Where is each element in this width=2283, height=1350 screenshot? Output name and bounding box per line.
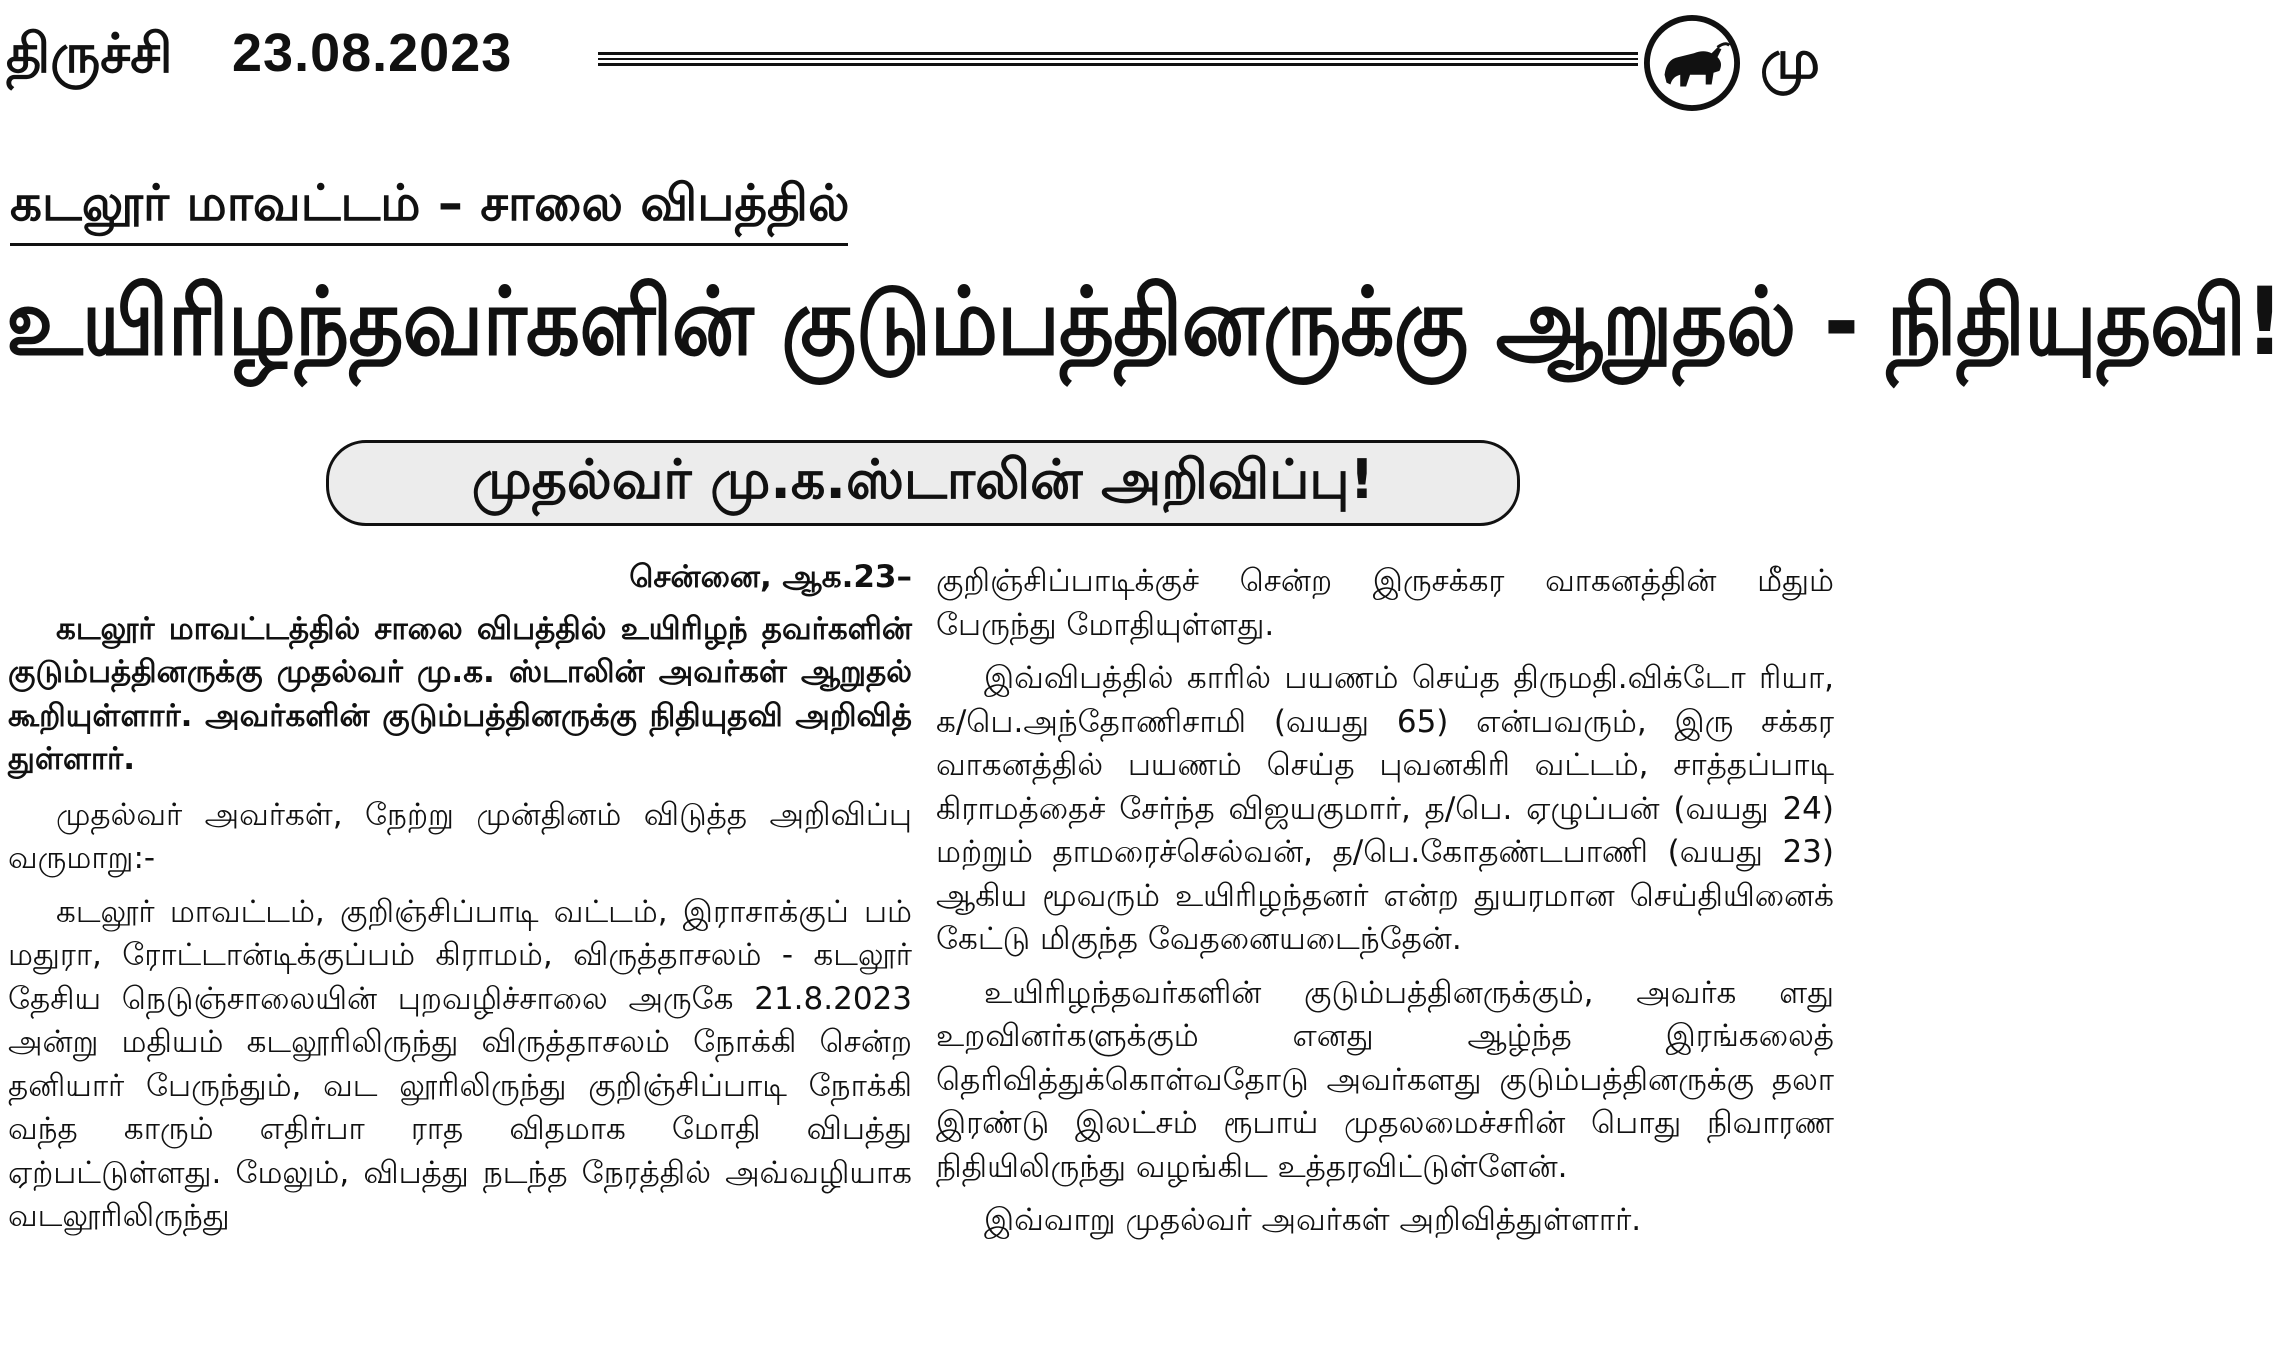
subhead-banner — [326, 440, 1520, 526]
dateline: சென்னை, ஆக.23– — [629, 559, 912, 595]
bull-emblem-icon — [1643, 14, 1741, 112]
edition-date: 23.08.2023 — [232, 23, 513, 83]
article-headline: உயிரிழந்தவர்களின் குடும்பத்தினருக்கு ஆறுதல் - நிதியுதவி! — [6, 268, 2283, 377]
kicker-underline — [10, 243, 848, 246]
article-kicker: கடலூர் மாவட்டம் – சாலை விபத்தில் — [10, 174, 850, 232]
newspaper-name: மு — [1760, 28, 1820, 91]
body-paragraph: உயிரிழந்தவர்களின் குடும்பத்தினருக்கும், அவர்க ளது உறவினர்களுக்கும் எனது ஆழ்ந்த இரங்கலைத் தெரிவித்துக்கொள்வதோடு அவர்களது குடும்பத்தினருக்கு தலா இரண்டு இலட்சம் ரூபாய் முதலமைச்சரின் பொது நிவாரண நிதியிலிருந்து வழங்கிட உத்தரவிட்டுள்ளேன். — [936, 974, 1834, 1185]
body-paragraph: கடலூர் மாவட்டம், குறிஞ்சிப்பாடி வட்டம், இராசாக்குப் பம் மதுரா, ரோட்டான்டிக்குப்பம் கிராமம், விருத்தாசலம் - கடலூர் தேசிய நெடுஞ்சாலையின் புறவழிச்சாலை அருகே 21.8.2023 அன்று மதியம் கடலூரிலிருந்து விருத்தாசலம் நோக்கி சென்ற தனியார் பேருந்தும், வட லூரிலிருந்து குறிஞ்சிப்பாடி நோக்கி வந்த காரும் எதிர்பா ராத விதமாக மோதி விபத்து ஏற்பட்டுள்ளது. மேலும், விபத்து நடந்த நேரத்தில் அவ்வழியாக வடலூரிலிருந்து — [8, 893, 912, 1234]
lead-paragraph: கடலூர் மாவட்டத்தில் சாலை விபத்தில் உயிரிழந் தவர்களின் குடும்பத்தினருக்கு முதல்வர் மு.க. ஸ்டாலின் அவர்கள் ஆறுதல் கூறியுள்ளார். அவர்களின் குடும்பத்தினருக்கு நிதியுதவி அறிவித் துள்ளார். — [8, 610, 912, 777]
body-paragraph-continued: குறிஞ்சிப்பாடிக்குச் சென்ற இருசக்கர வாகனத்தின் மீதும் பேருந்து மோதியுள்ளது. — [936, 563, 1834, 643]
masthead — [0, 0, 1838, 120]
masthead-rule — [598, 52, 1638, 66]
edition-city: திருச்சி — [6, 22, 173, 85]
body-paragraph: இவ்வாறு முதல்வர் அவர்கள் அறிவித்துள்ளார். — [984, 1202, 1642, 1238]
body-paragraph: இவ்விபத்தில் காரில் பயணம் செய்த திருமதி.விக்டோ ரியா, க/பெ.அந்தோணிசாமி (வயது 65) என்பவரும், இரு சக்கர வாகனத்தில் பயணம் செய்த புவனகிரி வட்டம், சாத்தப்பாடி கிராமத்தைச் சேர்ந்த விஜயகுமார், த/பெ. ஏழுப்பன் (வயது 24) மற்றும் தாமரைச்செல்வன், த/பெ.கோதண்டபாணி (வயது 23) ஆகிய மூவரும் உயிரிழந்தனர் என்ற துயரமான செய்தியினைக் கேட்டு மிகுந்த வேதனையடைந்தேன். — [936, 660, 1834, 957]
article-column-left — [8, 556, 912, 1249]
body-paragraph: முதல்வர் அவர்கள், நேற்று முன்தினம் விடுத்த அறிவிப்பு வருமாறு:- — [8, 796, 912, 876]
article-column-right — [936, 560, 1834, 1253]
article-subhead: முதல்வர் மு.க.ஸ்டாலின் அறிவிப்பு! — [471, 447, 1375, 511]
